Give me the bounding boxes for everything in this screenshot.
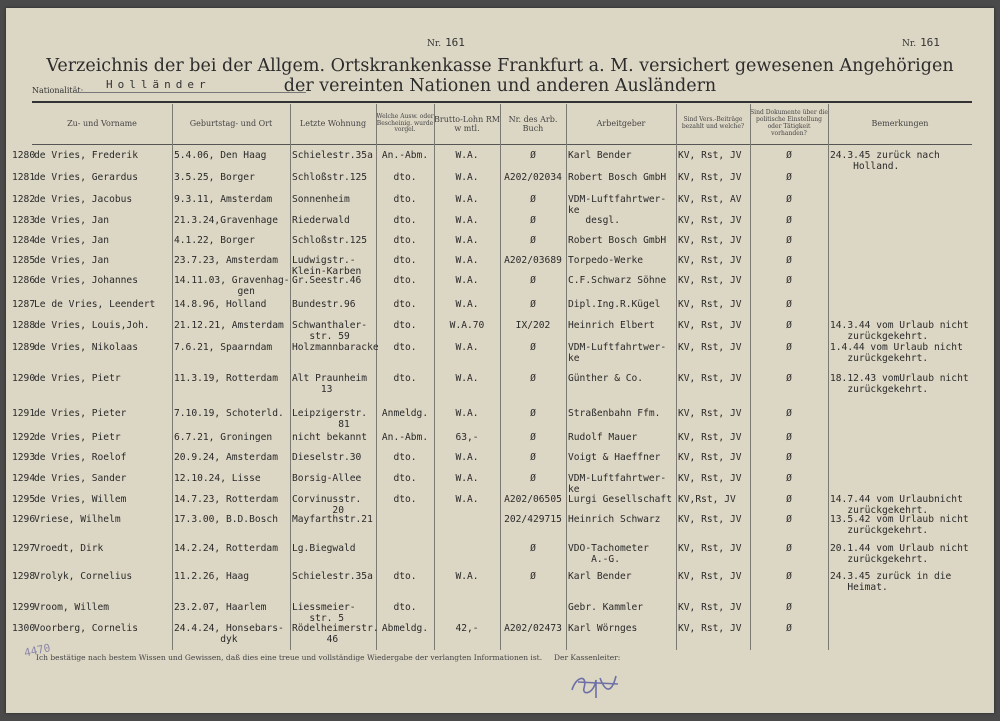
row-number: 1280 — [12, 150, 36, 161]
column-divider — [172, 104, 173, 650]
cell-doc: Anmeldg. — [381, 408, 429, 419]
cell-remarks: 24.3.45 zurück in die Heimat. — [830, 571, 952, 593]
column-divider — [676, 104, 677, 650]
row-number: 1291 — [12, 408, 36, 419]
cell-birth: 14.7.23, Rotterdam — [174, 494, 278, 505]
cell-contrib: KV, Rst, JV — [678, 408, 742, 419]
cell-address: Schielestr.35a — [292, 571, 373, 582]
cell-contrib: KV, Rst, JV — [678, 275, 742, 286]
cell-remarks: 24.3.45 zurück nach Holland. — [830, 150, 940, 172]
row-number: 1289 — [12, 342, 36, 353]
cell-contrib: KV, Rst, JV — [678, 255, 742, 266]
cell-doc: An.-Abm. — [381, 432, 429, 443]
cell-book: Ø — [530, 432, 536, 443]
row-number: 1295 — [12, 494, 36, 505]
cell-birth: 9.3.11, Amsterdam — [174, 194, 273, 205]
cell-doc: dto. — [393, 299, 417, 310]
cell-name: Vroedt, Dirk — [34, 543, 104, 554]
cell-book: Ø — [530, 275, 536, 286]
cell-wage: W.A. — [455, 373, 479, 384]
cell-address: Rödelheimerstr. 46 — [292, 623, 379, 645]
cell-political: Ø — [786, 194, 792, 205]
cell-wage: W.A. — [455, 172, 479, 183]
cell-political: Ø — [786, 473, 792, 484]
document-page — [6, 8, 994, 713]
cell-employer: Voigt & Haeffner — [568, 452, 661, 463]
row-number: 1284 — [12, 235, 36, 246]
cell-wage: W.A. — [455, 473, 479, 484]
cell-political: Ø — [786, 299, 792, 310]
column-header-birth: Geburtstag- und Ort — [189, 119, 273, 129]
cell-name: de Vries, Jacobus — [34, 194, 133, 205]
cell-name: Voorberg, Cornelis — [34, 623, 138, 634]
cell-wage: W.A. — [455, 571, 479, 582]
column-header-political-docs: Sind Dokumente über die politische Einstellung oder Tätigkeit vorhanden? — [750, 109, 828, 137]
column-divider — [290, 104, 291, 650]
cell-name: Vroom, Willem — [34, 602, 110, 613]
cell-contrib: KV, Rst, AV — [678, 194, 742, 205]
cell-birth: 20.9.24, Amsterdam — [174, 452, 278, 463]
cell-contrib: KV, Rst, JV — [678, 623, 742, 634]
row-number: 1297 — [12, 543, 36, 554]
cell-doc: dto. — [393, 172, 417, 183]
cell-political: Ø — [786, 494, 792, 505]
number-value-2: 161 — [920, 36, 940, 49]
cell-address: Bundestr.96 — [292, 299, 356, 310]
row-number: 1282 — [12, 194, 36, 205]
cell-doc: dto. — [393, 602, 417, 613]
row-number: 1300 — [12, 623, 36, 634]
cell-birth: 7.10.19, Schoterld. — [174, 408, 284, 419]
cell-book: Ø — [530, 342, 536, 353]
cell-name: de Vries, Jan — [34, 235, 110, 246]
cell-contrib: KV, Rst, JV — [678, 571, 742, 582]
column-header-remarks: Bemerkungen — [871, 119, 929, 129]
cell-name: de Vries, Pietr — [34, 432, 121, 443]
cell-name: de Vries, Nikolaas — [34, 342, 138, 353]
row-number: 1288 — [12, 320, 36, 331]
cell-employer: Straßenbahn Ffm. — [568, 408, 661, 419]
cell-name: de Vries, Pietr — [34, 373, 121, 384]
cashier-label: Der Kassenleiter: — [554, 653, 621, 662]
cell-book: Ø — [530, 235, 536, 246]
cell-wage: W.A. — [455, 150, 479, 161]
cell-political: Ø — [786, 571, 792, 582]
cell-employer: Robert Bosch GmbH — [568, 235, 667, 246]
column-header-contributions: Sind Vers.-Beiträge bezahlt und welche? — [681, 116, 745, 130]
column-header-employer: Arbeitgeber — [596, 119, 646, 129]
cell-book: IX/202 — [515, 320, 551, 331]
cell-wage: W.A. — [455, 255, 479, 266]
cell-name: de Vries, Jan — [34, 215, 110, 226]
cell-name: de Vries, Johannes — [34, 275, 138, 286]
cell-address: Schloßstr.125 — [292, 172, 368, 183]
cell-wage: 63,- — [455, 432, 479, 443]
cell-address: Dieselstr.30 — [292, 452, 362, 463]
cell-doc: dto. — [393, 320, 417, 331]
cell-book: Ø — [530, 543, 536, 554]
document-title-line-1: Verzeichnis der bei der Allgem. Ortskrankenkasse Frankfurt a. M. versichert gewesenen Angehörigen — [46, 56, 954, 76]
cell-doc: dto. — [393, 275, 417, 286]
row-number: 1281 — [12, 172, 36, 183]
cell-name: de Vries, Sander — [34, 473, 127, 484]
cell-address: Lg.Biegwald — [292, 543, 356, 554]
cell-wage: W.A. — [455, 452, 479, 463]
cell-address: Holzmannbaracke — [292, 342, 379, 353]
cell-wage: W.A. — [455, 215, 479, 226]
cell-birth: 6.7.21, Groningen — [174, 432, 273, 443]
cell-birth: 21.12.21, Amsterdam — [174, 320, 284, 331]
row-number: 1293 — [12, 452, 36, 463]
cell-birth: 17.3.00, B.D.Bosch — [174, 514, 278, 525]
cell-remarks: 18.12.43 vomUrlaub nicht zurückgekehrt. — [830, 373, 969, 395]
row-number: 1292 — [12, 432, 36, 443]
cell-contrib: KV, Rst, JV — [678, 299, 742, 310]
cell-wage: W.A. — [455, 275, 479, 286]
cell-address: Borsig-Allee — [292, 473, 362, 484]
cell-remarks: 13.5.42 vom Urlaub nicht zurückgekehrt. — [830, 514, 969, 536]
cell-birth: 5.4.06, Den Haag — [174, 150, 267, 161]
row-number: 1290 — [12, 373, 36, 384]
row-number: 1298 — [12, 571, 36, 582]
cell-birth: 7.6.21, Spaarndam — [174, 342, 273, 353]
cell-birth: 23.2.07, Haarlem — [174, 602, 267, 613]
signature — [566, 668, 626, 703]
cell-wage: W.A. — [455, 408, 479, 419]
cell-contrib: KV, Rst, JV — [678, 543, 742, 554]
cell-remarks: 1.4.44 vom Urlaub nicht zurückgekehrt. — [830, 342, 963, 364]
cell-wage: W.A.70 — [449, 320, 485, 331]
cell-doc: An.-Abm. — [381, 150, 429, 161]
column-header-work-book: Nr. des Arb. Buch — [508, 114, 558, 133]
cell-wage: W.A. — [455, 235, 479, 246]
cell-address: Mayfarthstr.21 — [292, 514, 373, 525]
cell-employer: VDM-Luftfahrtwer- ke — [568, 342, 667, 364]
number-field-1: Nr. 161 — [427, 36, 465, 49]
cell-name: Vriese, Wilhelm — [34, 514, 121, 525]
cell-employer: C.F.Schwarz Söhne — [568, 275, 667, 286]
cell-political: Ø — [786, 452, 792, 463]
cell-name: Le de Vries, Leendert — [34, 299, 156, 310]
cell-employer: Karl Bender — [568, 150, 632, 161]
cell-birth: 21.3.24,Gravenhage — [174, 215, 278, 226]
cell-doc: Abmeldg. — [381, 623, 429, 634]
cell-contrib: KV, Rst, JV — [678, 514, 742, 525]
cell-address: Ludwigstr.- Klein-Karben — [292, 255, 362, 277]
cell-contrib: KV, Rst, JV — [678, 373, 742, 384]
cell-contrib: KV,Rst, JV — [678, 494, 736, 505]
cell-remarks: 14.7.44 vom Urlaubnicht zurückgekehrt. — [830, 494, 963, 516]
cell-employer: Heinrich Elbert — [568, 320, 655, 331]
cell-contrib: KV, Rst, JV — [678, 150, 742, 161]
cell-name: de Vries, Roelof — [34, 452, 127, 463]
cell-political: Ø — [786, 255, 792, 266]
cell-book: Ø — [530, 150, 536, 161]
cell-book: 202/429715 — [504, 514, 562, 525]
cell-name: de Vries, Jan — [34, 255, 110, 266]
cell-political: Ø — [786, 408, 792, 419]
cell-address: Corvinusstr. 20 — [292, 494, 362, 516]
cell-address: Leipzigerstr. 81 — [292, 408, 368, 430]
cell-contrib: KV, Rst, JV — [678, 235, 742, 246]
cell-doc: dto. — [393, 373, 417, 384]
archive-stamp: 4470 — [22, 641, 52, 660]
document-title-line-2: der vereinten Nationen und anderen Ausländern — [283, 76, 717, 96]
row-number: 1286 — [12, 275, 36, 286]
cell-wage: W.A. — [455, 494, 479, 505]
cell-employer: Rudolf Mauer — [568, 432, 638, 443]
cell-birth: 3.5.25, Borger — [174, 172, 255, 183]
cell-address: Alt Praunheim 13 — [292, 373, 368, 395]
cell-book: A202/03689 — [504, 255, 562, 266]
cell-book: Ø — [530, 452, 536, 463]
cell-employer: VDO-Tachometer A.-G. — [568, 543, 649, 565]
cell-address: Riederwald — [292, 215, 350, 226]
cell-birth: 24.4.24, Honsebars- dyk — [174, 623, 284, 645]
cell-contrib: KV, Rst, JV — [678, 320, 742, 331]
cell-address: nicht bekannt — [292, 432, 368, 443]
cell-birth: 12.10.24, Lisse — [174, 473, 261, 484]
column-divider — [566, 104, 567, 650]
row-number: 1287 — [12, 299, 36, 310]
cell-birth: 11.2.26, Haag — [174, 571, 250, 582]
cell-book: Ø — [530, 194, 536, 205]
cell-employer: Gebr. Kammler — [568, 602, 644, 613]
cell-book: Ø — [530, 373, 536, 384]
cell-doc: dto. — [393, 235, 417, 246]
cell-doc: dto. — [393, 255, 417, 266]
cell-employer: Robert Bosch GmbH — [568, 172, 667, 183]
row-number: 1294 — [12, 473, 36, 484]
cell-name: de Vries, Willem — [34, 494, 127, 505]
cell-book: A202/02473 — [504, 623, 562, 634]
cell-book: Ø — [530, 571, 536, 582]
cell-contrib: KV, Rst, JV — [678, 342, 742, 353]
column-header-document: Welche Ausw. oder Bescheinig. wurde vorgel. — [376, 112, 434, 134]
cell-wage: W.A. — [455, 194, 479, 205]
cell-doc: dto. — [393, 452, 417, 463]
cell-political: Ø — [786, 320, 792, 331]
cell-wage: 42,- — [455, 623, 479, 634]
cell-name: de Vries, Frederik — [34, 150, 138, 161]
cell-book: A202/02034 — [504, 172, 562, 183]
cell-name: Vrolyk, Cornelius — [34, 571, 133, 582]
cell-doc: dto. — [393, 473, 417, 484]
cell-doc: dto. — [393, 571, 417, 582]
cell-political: Ø — [786, 543, 792, 554]
cell-book: A202/06505 — [504, 494, 562, 505]
cell-book: Ø — [530, 299, 536, 310]
cell-remarks: 20.1.44 vom Urlaub nicht zurückgekehrt. — [830, 543, 969, 565]
cell-remarks: 14.3.44 vom Urlaub nicht zurückgekehrt. — [830, 320, 969, 342]
row-number: 1283 — [12, 215, 36, 226]
cell-political: Ø — [786, 432, 792, 443]
cell-employer: Dipl.Ing.R.Kügel — [568, 299, 661, 310]
number-field-2: Nr. 161 — [902, 36, 940, 49]
cell-political: Ø — [786, 275, 792, 286]
cell-contrib: KV, Rst, JV — [678, 473, 742, 484]
cell-address: Liessmeier- str. 5 — [292, 602, 356, 624]
cell-political: Ø — [786, 373, 792, 384]
cell-birth: 23.7.23, Amsterdam — [174, 255, 278, 266]
cell-birth: 14.2.24, Rotterdam — [174, 543, 278, 554]
column-header-address: Letzte Wohnung — [299, 119, 367, 129]
cell-political: Ø — [786, 514, 792, 525]
row-number: 1299 — [12, 602, 36, 613]
cell-name: de Vries, Gerardus — [34, 172, 138, 183]
cell-employer: Günther & Co. — [568, 373, 644, 384]
cell-political: Ø — [786, 602, 792, 613]
cell-birth: 11.3.19, Rotterdam — [174, 373, 278, 384]
cell-name: de Vries, Louis,Joh. — [34, 320, 150, 331]
cell-book: Ø — [530, 215, 536, 226]
cell-employer: Torpedo-Werke — [568, 255, 644, 266]
cell-employer: desgl. — [568, 215, 620, 226]
cell-employer: Lurgi Gesellschaft — [568, 494, 672, 505]
cell-doc: dto. — [393, 215, 417, 226]
number-value-1: 161 — [445, 36, 465, 49]
cell-doc: dto. — [393, 494, 417, 505]
column-header-name: Zu- und Vorname — [67, 119, 137, 129]
cell-political: Ø — [786, 150, 792, 161]
cell-political: Ø — [786, 172, 792, 183]
nationality-value: Holländer — [106, 78, 211, 91]
nationality-underline — [76, 92, 306, 93]
cell-address: Schwanthaler- str. 59 — [292, 320, 368, 342]
footer-statement: Ich bestätige nach bestem Wissen und Gewissen, daß dies eine treue und vollständige Wiedergabe der verlangten Informationen ist. — [36, 653, 543, 662]
table-top-rule — [32, 101, 972, 103]
cell-contrib: KV, Rst, JV — [678, 432, 742, 443]
cell-political: Ø — [786, 342, 792, 353]
cell-employer: Karl Bender — [568, 571, 632, 582]
cell-contrib: KV, Rst, JV — [678, 172, 742, 183]
table-header-rule — [32, 144, 972, 145]
cell-book: Ø — [530, 473, 536, 484]
row-number: 1285 — [12, 255, 36, 266]
cell-address: Sonnenheim — [292, 194, 350, 205]
column-divider — [828, 104, 829, 650]
cell-birth: 4.1.22, Borger — [174, 235, 255, 246]
cell-doc: dto. — [393, 194, 417, 205]
cell-contrib: KV, Rst, JV — [678, 602, 742, 613]
nationality-label: Nationalität: — [32, 86, 84, 95]
cell-employer: Karl Wörnges — [568, 623, 638, 634]
cell-contrib: KV, Rst, JV — [678, 215, 742, 226]
cell-address: Schloßstr.125 — [292, 235, 368, 246]
row-number: 1296 — [12, 514, 36, 525]
cell-employer: Heinrich Schwarz — [568, 514, 661, 525]
cell-book: Ø — [530, 408, 536, 419]
cell-employer: VDM-Luftfahrtwer- ke — [568, 473, 667, 495]
cell-address: Gr.Seestr.46 — [292, 275, 362, 286]
cell-employer: VDM-Luftfahrtwer- ke — [568, 194, 667, 216]
cell-political: Ø — [786, 215, 792, 226]
cell-wage: W.A. — [455, 299, 479, 310]
column-header-wage: Brutto-Lohn RM w mtl. — [434, 114, 500, 133]
cell-wage: W.A. — [455, 342, 479, 353]
cell-birth: 14.8.96, Holland — [174, 299, 267, 310]
cell-political: Ø — [786, 235, 792, 246]
cell-doc: dto. — [393, 342, 417, 353]
cell-birth: 14.11.03, Gravenhag- gen — [174, 275, 290, 297]
cell-address: Schielestr.35a — [292, 150, 373, 161]
cell-contrib: KV, Rst, JV — [678, 452, 742, 463]
cell-political: Ø — [786, 623, 792, 634]
cell-name: de Vries, Pieter — [34, 408, 127, 419]
